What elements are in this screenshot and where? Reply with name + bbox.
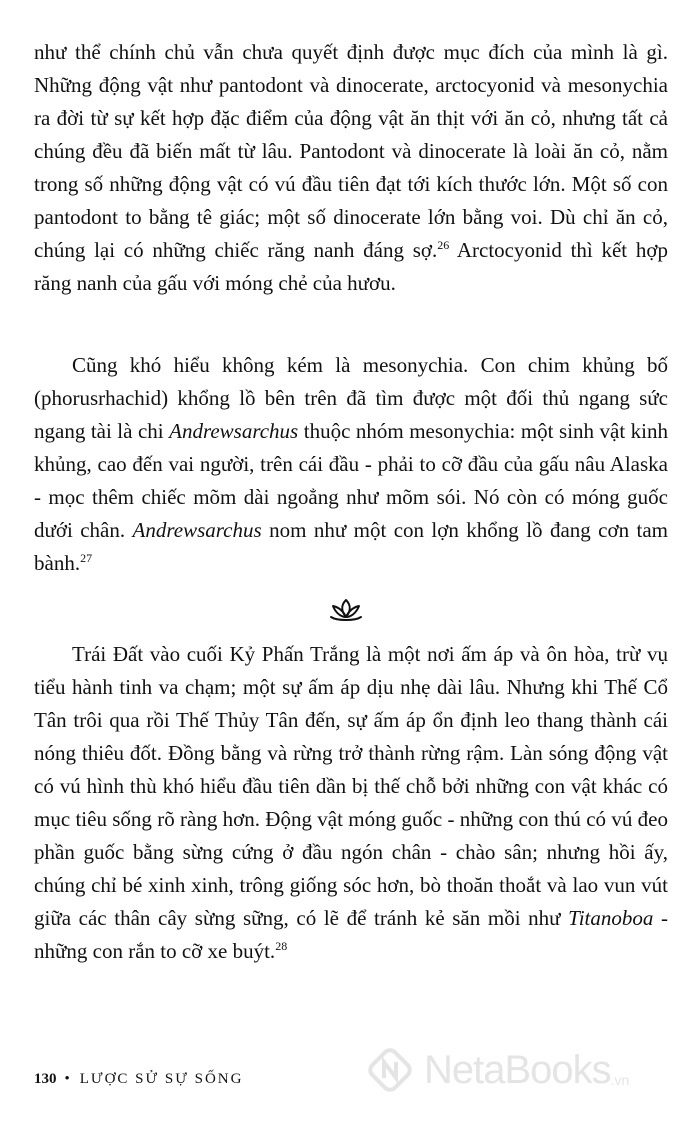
- paragraph-2: [34, 349, 668, 580]
- watermark-tld: .vn: [610, 1072, 630, 1088]
- paragraph-3: [34, 638, 668, 968]
- footnote-ref-26: 26: [437, 238, 450, 252]
- watermark-brand: NetaBooks: [424, 1047, 611, 1092]
- paragraph-1-text: như thể chính chủ vẫn chưa quyết định được mục đích của mình là gì. Những động vật như pantodont và dinocerate, arctocyonid và mesonychia ra đời từ sự kết hợp đặc điểm của động vật ăn thịt với ăn cỏ, nhưng tất cả chúng đều đã biến mất từ lâu. Pantodont và dinocerate là loài ăn cỏ, nằm trong số những động vật có vú đầu tiên đạt tới kích thước lớn. Một số con pantodont to bằng tê giác; một số dinocerate lớn bằng voi. Dù chỉ ăn cỏ, chúng lại có những chiếc răng nanh đáng sợ.: [34, 40, 668, 262]
- footnote-ref-27: 27: [80, 551, 93, 565]
- paragraph-2-text-end: nom như một con lợn khổng lồ đang cơn tam bành.: [34, 518, 669, 575]
- footer-separator: •: [64, 1071, 72, 1087]
- footnote-ref-28: 28: [275, 939, 288, 953]
- paragraph-2-text-cont: thuộc nhóm mesonychia: một sinh vật kinh khủng, cao đến vai người, trên cái đầu - phải to cỡ đầu của gấu nâu Alaska - mọc thêm chiếc mõm dài ngoẳng như mõm sói. Nó còn có móng guốc dưới chân.: [34, 419, 669, 542]
- page-number: 130: [34, 1071, 57, 1087]
- paragraph-1-text-cont: Arctocyonid thì kết hợp răng nanh của gấu với móng chẻ của hươu.: [34, 238, 668, 295]
- watermark: [362, 1040, 629, 1100]
- paragraph-3-text: Trái Đất vào cuối Kỷ Phấn Trắng là một nơi ấm áp và ôn hòa, trừ vụ tiểu hành tinh va chạm; một sự ấm áp dịu nhẹ dài lâu. Nhưng khi Thế Cổ Tân trôi qua rồi Thế Thủy Tân đến, sự ấm áp ổn định leo thang thành cái nóng thiêu đốt. Đồng bằng và rừng trở thành rừng rậm. Làn sóng động vật có vú hình thù khó hiểu đầu tiên dần bị thế chỗ bởi những con vật khác có mục tiêu sống rõ ràng hơn. Động vật móng guốc - những con thú có vú đeo phần guốc bằng sừng cứng ở đầu ngón chân - chào sân; nhưng hồi ấy, chúng chỉ bé xinh xinh, trông giống sóc hơn, bò thoăn thoắt và lao vun vút giữa các thân cây sừng sững, có lẽ để tránh kẻ săn mồi như: [34, 642, 668, 930]
- paragraph-3-text-cont: - những con rắn to cỡ xe buýt.: [34, 906, 668, 963]
- paragraph-2-text: Cũng khó hiểu không kém là mesonychia. Con chim khủng bố (phorusrhachid) khổng lồ bên trên đã tìm được một đối thủ ngang sức ngang tài là chi: [34, 353, 668, 443]
- watermark-logo-icon: [362, 1042, 418, 1098]
- paragraph-1: [34, 36, 668, 300]
- genus-name-italic: Andrewsarchus: [169, 419, 299, 443]
- running-title: LƯỢC SỬ SỰ SỐNG: [79, 1071, 244, 1087]
- genus-name-italic: Andrewsarchus: [132, 518, 262, 542]
- genus-name-italic: Titanoboa: [568, 906, 654, 930]
- page-footer: [34, 1071, 243, 1088]
- lotus-ornament-icon: [327, 597, 365, 623]
